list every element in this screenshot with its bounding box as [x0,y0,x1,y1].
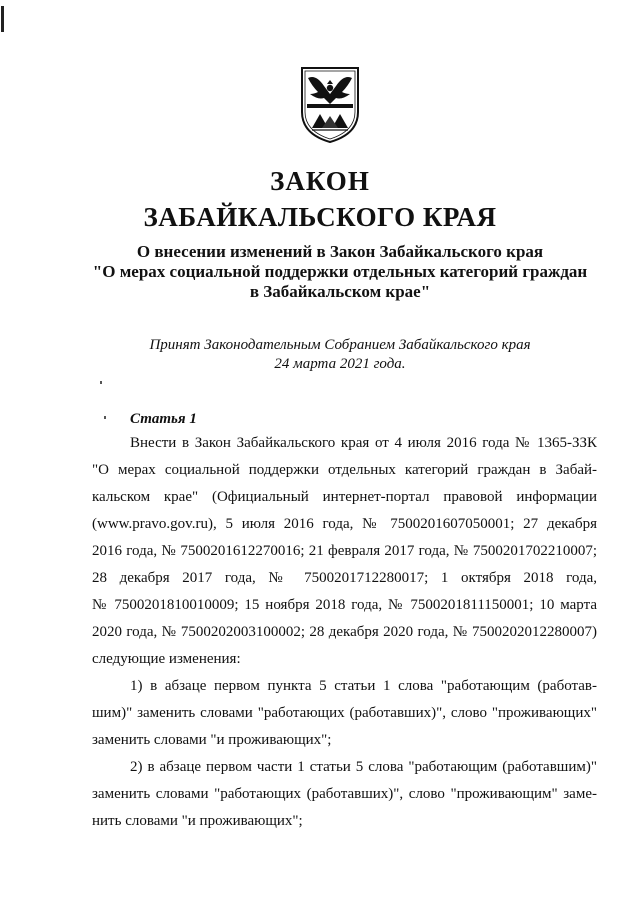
subtitle-line: в Забайкальском крае" [249,282,431,301]
text-line: заменить словами "работающих (работавших)", слово "проживающим" заме- [92,786,597,802]
text-line: № 7500201810010009; 15 ноября 2018 года, № 7500201811150001; 10 марта [92,597,597,613]
text-line: заменить словами "и проживающих"; [92,732,332,748]
coat-of-arms-icon [298,64,362,144]
subtitle-line: "О мерах социальной поддержки отдельных категорий граждан [92,262,588,281]
region-title: ЗАБАЙКАЛЬСКОГО КРАЯ [143,202,497,232]
text-line: 2020 года, № 7500202003100002; 28 декабря 2020 года, № 7500202012280007) [92,624,597,640]
text-line: нить словами "и проживающих"; [92,813,303,829]
text-line: 2) в абзаце первом части 1 статьи 5 слова "работающим (работавшим)" [130,759,597,775]
scan-speck [100,381,102,384]
text-line: следующие изменения: [92,651,241,667]
text-line: 1) в абзаце первом пункта 5 статьи 1 слова "работающим (работав- [130,678,597,694]
subtitle-line: О внесении изменений в Закон Забайкальского края [136,242,544,261]
text-line: шим)" заменить словами "работающих (работавших)", слово "проживающих" [92,705,597,721]
adoption-note: Принят Законодательным Собранием Забайкальского края [149,337,531,353]
text-line: "О мерах социальной поддержки отдельных категорий граждан в Забай- [92,462,597,478]
text-line: 28 декабря 2017 года, № 7500201712280017; 1 октября 2018 года, [92,570,597,586]
law-title: ЗАКОН [270,166,370,196]
article-heading: Статья 1 [130,411,197,427]
adoption-date: 24 марта 2021 года. [274,356,406,372]
text-line: кальском крае" (Официальный интернет-портал правовой информации [92,489,597,505]
scan-artifact [1,6,4,32]
text-line: (www.pravo.gov.ru), 5 июля 2016 года, № 7500201607050001; 27 декабря [92,516,597,532]
scan-speck [104,416,106,419]
text-line: 2016 года, № 7500201612270016; 21 февраля 2017 года, № 7500201702210007; [92,543,597,559]
text-line: Внести в Закон Забайкальского края от 4 июля 2016 года № 1365-ЗЗК [130,435,597,451]
